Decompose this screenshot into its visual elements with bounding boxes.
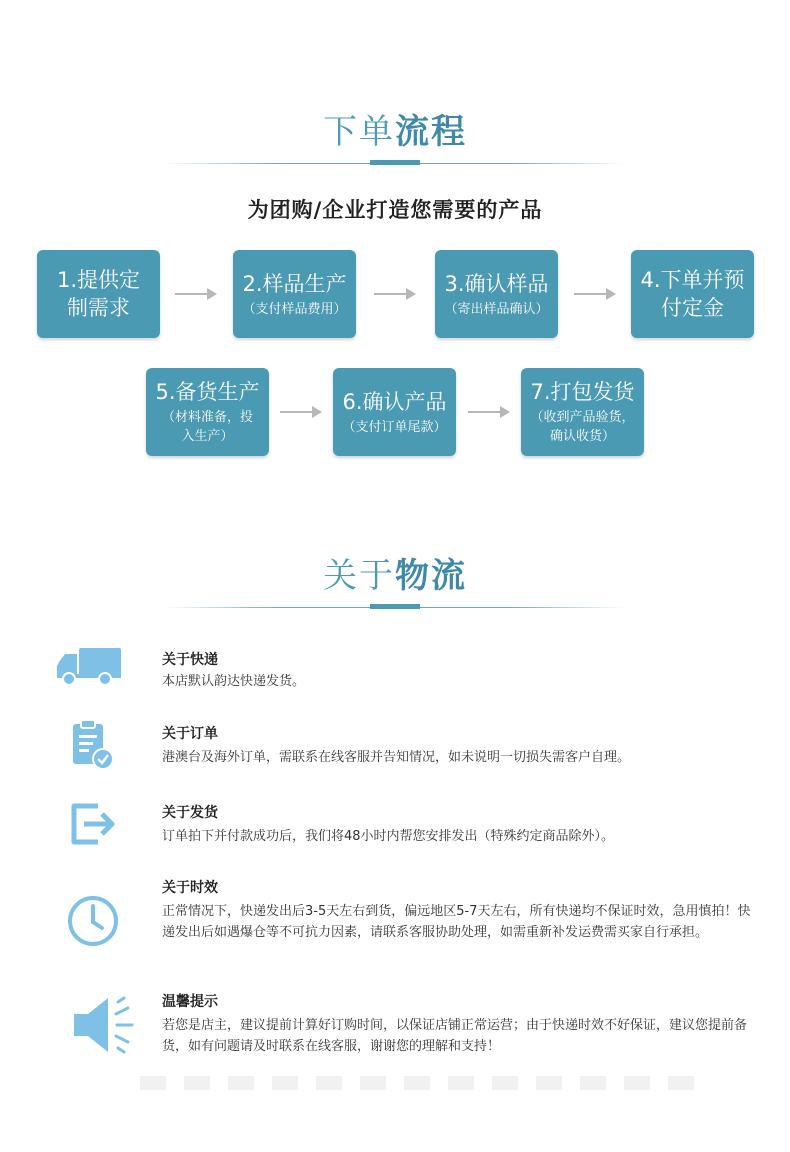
step-7-title: 7.打包发货 <box>530 380 635 404</box>
faded-watermark-strip <box>140 1076 700 1090</box>
step-4-title-line2: 付定金 <box>661 296 724 320</box>
step-1 <box>37 250 160 338</box>
step-3-sub: （寄出样品确认） <box>444 301 549 317</box>
logistics-title-bar <box>370 604 420 609</box>
info-order <box>162 724 762 768</box>
step-2-title: 2.样品生产 <box>242 271 347 296</box>
info-order-text: 港澳台及海外订单，需联系在线客服并告知情况，如未说明一切损失需客户自理。 <box>162 750 631 765</box>
clipboard-check-icon <box>70 718 116 770</box>
arrow-1-2 <box>175 293 215 295</box>
step-1-title-line1: 1.提供定 <box>56 268 141 292</box>
info-tips-text: 若您是店主，建议提前计算好订购时间，以保证店铺正常运营；由于快递时效不好保证，建议您提前备货，如有问题请及时联系在线客服，谢谢您的理解和支持！ <box>162 1018 748 1054</box>
exit-icon <box>68 800 118 848</box>
step-2 <box>233 250 356 338</box>
step-7 <box>521 368 644 456</box>
arrow-2-3 <box>374 293 414 295</box>
step-6-sub: （支付订单尾款） <box>342 419 447 435</box>
order-title-bar <box>370 160 420 165</box>
logistics-title-strong: 物流 <box>395 556 467 596</box>
step-5-title: 5.备货生产 <box>155 380 260 404</box>
info-shipping-text: 本店默认韵达快递发货。 <box>162 674 306 689</box>
step-3-title: 3.确认样品 <box>444 271 549 296</box>
step-5-sub-line2: 入生产） <box>181 429 234 444</box>
arrow-5-6 <box>280 411 320 413</box>
info-shipping-heading: 关于快递 <box>162 652 218 668</box>
info-timeliness <box>162 878 762 943</box>
info-order-heading: 关于订单 <box>162 726 218 742</box>
truck-icon <box>55 646 125 688</box>
step-2-sub: （支付样品费用） <box>242 301 347 317</box>
order-title-light: 下单 <box>323 112 395 152</box>
logistics-title-light: 关于 <box>323 556 395 596</box>
info-tips-heading: 温馨提示 <box>162 994 218 1010</box>
step-1-title-line2: 制需求 <box>67 296 130 320</box>
order-process-title <box>0 104 790 153</box>
step-6 <box>333 368 456 456</box>
info-delivery <box>162 803 762 847</box>
step-3 <box>435 250 558 338</box>
info-timeliness-heading: 关于时效 <box>162 880 218 896</box>
step-7-sub-line2: 确认收货） <box>549 429 615 444</box>
step-5-sub-line1: （材料准备，投 <box>161 410 253 425</box>
logistics-title <box>0 548 790 597</box>
order-title-strong: 流程 <box>395 112 467 152</box>
info-delivery-text: 订单拍下并付款成功后，我们将48小时内帮您安排发出（特殊约定商品除外）。 <box>162 829 615 844</box>
step-6-title: 6.确认产品 <box>342 389 447 414</box>
order-subtitle: 为团购/企业打造您需要的产品 <box>247 198 543 222</box>
info-delivery-heading: 关于发货 <box>162 805 218 821</box>
arrow-6-7 <box>468 411 508 413</box>
clock-icon <box>66 894 120 948</box>
info-shipping <box>162 650 762 692</box>
megaphone-icon <box>70 994 138 1056</box>
info-tips <box>162 992 762 1057</box>
step-4-title-line1: 4.下单并预 <box>640 268 745 292</box>
step-7-sub-line1: （收到产品验货， <box>530 410 635 425</box>
info-timeliness-text: 正常情况下，快递发出后3-5天左右到货，偏远地区5-7天左右，所有快递均不保证时效，急用慎拍！快递发出后如遇爆仓等不可抗力因素，请联系客服协助处理，如需重新补发运费需买家自行承担。 <box>162 904 751 940</box>
arrow-3-4 <box>574 293 614 295</box>
step-4 <box>631 250 754 338</box>
step-5 <box>146 368 269 456</box>
